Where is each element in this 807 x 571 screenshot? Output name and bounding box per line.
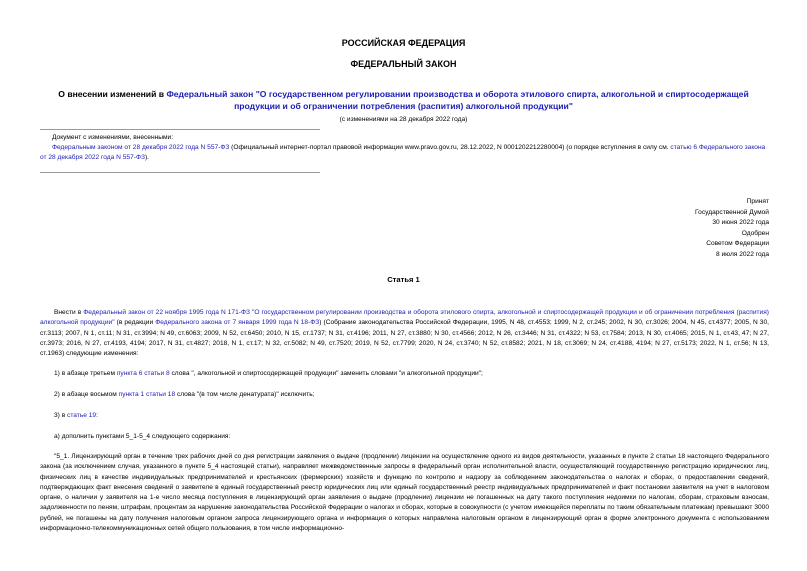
quote-paragraph	[40, 452, 769, 568]
item-1-link[interactable]: пункта 6 статьи 8	[116, 370, 170, 377]
doc-changes-label: Документ с изменениями, внесенными:	[52, 134, 174, 141]
accepted-by: Государственной Думой	[695, 208, 769, 216]
acceptance-block	[695, 197, 769, 260]
item-2-link[interactable]: пункта 1 статьи 18	[118, 391, 176, 398]
approved-date: 8 июля 2022 года	[715, 250, 769, 258]
publication-text: (Официальный интернет-портал правовой информации www.pravo.gov.ru, 28.12.2022, N 0001202212280004) (о порядке вступления в силу см.	[229, 144, 671, 151]
amending-law-link[interactable]: Федеральным законом от 28 декабря 2022 года N 557-ФЗ	[52, 144, 230, 151]
item-3-paragraph	[40, 411, 769, 421]
item-2-paragraph	[40, 390, 769, 400]
approved-label: Одобрен	[741, 229, 769, 237]
intro-text-1: Внести в	[54, 309, 84, 316]
main-law-link[interactable]: Федеральный закон от 22 ноября 1995 года N 171-ФЗ "О государственном регулировании производства и оборота этилового спирта, алкогольной и спиртосодержащей продукции и об ограничении потребления (распития) алкогольной продукции"	[40, 309, 769, 327]
entry-into-force-link[interactable]: статью 6 Федерального закона от 28 декабря 2022 года N 557-ФЗ	[40, 144, 766, 161]
country-heading: РОССИЙСКАЯ ФЕДЕРАЦИЯ	[341, 38, 466, 48]
doc-type-heading: ФЕДЕРАЛЬНЫЙ ЗАКОН	[350, 59, 457, 69]
item-1-rest: слова ", алкогольной и спиртосодержащей продукции" заменить словами "и алкогольной продукции";	[169, 370, 483, 377]
accepted-label: Принят	[746, 198, 769, 205]
law-subject-title	[40, 89, 767, 112]
edition-law-link[interactable]: Федерального закона от 7 января 1999 года N 18-ФЗ	[155, 319, 320, 327]
subject-law-link[interactable]: Федеральный закон "О государственном регулировании производства и оборота этилового спирта, алкогольной и спиртосодержащей продукции и об ограничении потребления (распития) алкогольной продукции"	[166, 89, 749, 111]
divider-top	[40, 129, 320, 130]
approved-by: Советом Федерации	[706, 240, 769, 247]
intro-text-2: (в редакции	[114, 319, 156, 327]
subject-prefix: О внесении изменений в	[58, 89, 167, 99]
item-3-link[interactable]: статье 19	[67, 412, 97, 419]
doc-changes-block	[40, 133, 770, 163]
divider-bottom	[40, 172, 320, 173]
item-2-rest: слова "(в том числе денатурата)" исключить;	[175, 391, 315, 398]
intro-text-3: ) (Собрание законодательства Российской Федерации, 1995, N 48, ст.4553; 1999, N 2, ст.245; 2002, N 30, ст.3026; 2004, N 45, ст.4377; 2005, N 30, ст.3113; 2007, N 1, ст.11; N 31, ст.3994; N 49, ст.6063; 2009, N 52, ст.6450; 2010, N 15, ст.1737; N 31, ст.4196; 2011, N 27, ст.3880; N 30, ст.4566; 2012, N 26, ст.3446; N 31, ст.4322; N 53, ст.7584; 2013, N 30, ст.4065; 2015, N 1, ст.43, 47; N 27, ст.3973; 2016, N 27, ст.4193, 4194; 2017, N 31, ст.4827; 2018, N 1, ст.17; N 32, ст.5082; N 49, ст.7520; 2019, N 52, ст.7799; 2020, N 24, ст.3740; N 52, ст.8582; 2021, N 18, ст.3069; N 24, ст.4188, 4194; N 27, ст.5173; 2022, N 1, ст.56; N 13, ст.1963) следующие изменения:	[40, 319, 769, 358]
item-1-text: 1) в абзаце третьем	[54, 370, 117, 377]
item-2-text: 2) в абзаце восьмом	[54, 391, 119, 398]
doc-changes-entry	[40, 143, 770, 163]
article-heading: Статья 1	[387, 275, 420, 284]
item-3-rest: :	[96, 412, 98, 419]
item-3a-paragraph	[40, 432, 769, 442]
quote-text: "5_1. Лицензирующий орган в течение трех рабочих дней со дня регистрации заявления о выдаче (продлении) лицензии на осуществление одного из видов деятельности, указанных в пункте 2 статьи 18 настоящего Федерального закона (за исключением случая, указанного в пункте 5_4 настоящей статьи), направляет межведомственные запросы в федеральный орган исполнительной власти, осуществляющий государственную регистрацию юридических лиц, физических лиц в качестве индивидуальных предпринимателей и крестьянских (фермерских) хозяйств и функцию по контролю и надзору за соблюдением законодательства о налогах и сборах, о предоставлении сведений, подтверждающих факт внесения сведений о заявителе в единый государственный реестр юридических лиц или единый государственный реестр индивидуальных предпринимателей и факт постановки заявителя на учет в налоговом органе, о наличии у заявителя на 1-е число месяца поступления в лицензирующий орган заявления о выдаче (продлении) лицензии не погашенных на дату такого поступления недоимки по налогам, сборам, страховым взносам, задолженности по пеням, штрафам, процентам за нарушение законодательства Российской Федерации о налогах и сборах, которые в совокупности (с учетом имеющейся переплаты по таким обязательным платежам) превышают 3000 рублей, не погашены на дату получения налоговым органом запроса лицензирующего органа и информация о которых направлена налоговым органом в лицензирующий орган в форме электронного документа с использованием информационно-телекоммуникационных сетей общего пользования, в том числе информационно-	[40, 453, 769, 533]
edition-note: (с изменениями на 28 декабря 2022 года)	[339, 116, 468, 123]
item-1-paragraph	[40, 369, 769, 379]
intro-paragraph	[40, 308, 769, 359]
doc-changes-end: ).	[144, 154, 149, 161]
accepted-date: 30 июня 2022 года	[712, 219, 769, 226]
item-3a-text: а) дополнить пунктами 5_1-5_4 следующего содержания:	[54, 433, 231, 440]
item-3-text: 3) в	[54, 412, 68, 419]
